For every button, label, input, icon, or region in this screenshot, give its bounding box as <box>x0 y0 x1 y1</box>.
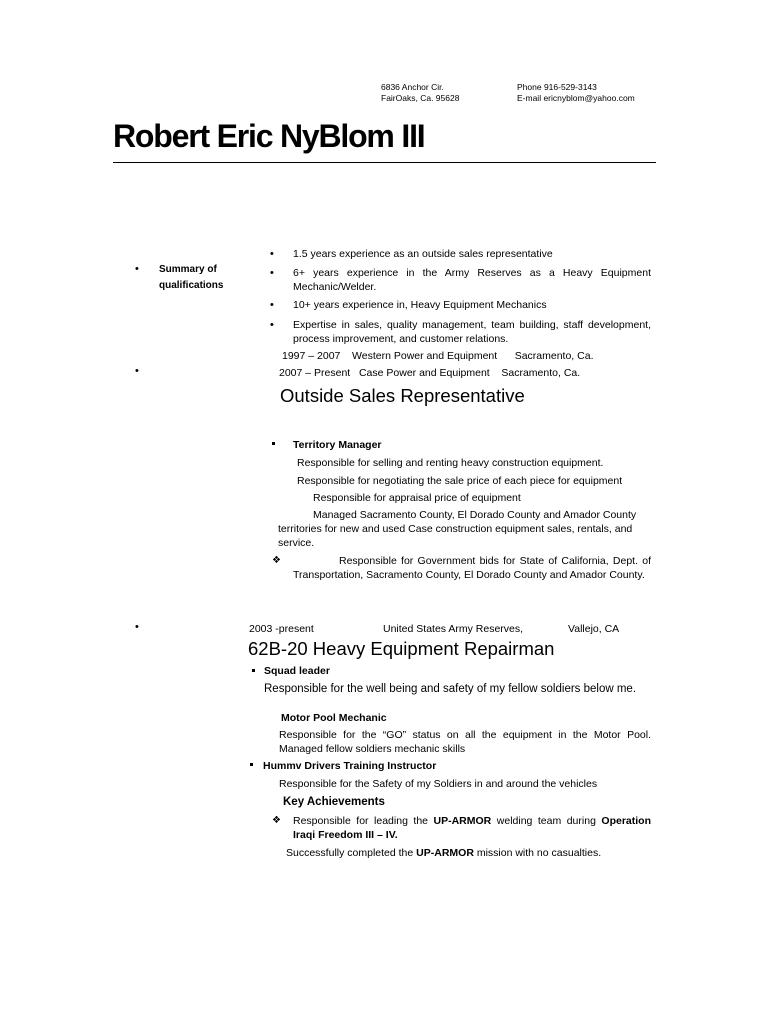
role-description: Responsible for the well being and safety of my fellow soldiers below me. <box>264 683 637 695</box>
achievement-text: Successfully completed the <box>286 847 417 859</box>
resume-name: Robert Eric NyBlom III <box>113 118 425 154</box>
achievement-text: Responsible for leading the <box>293 815 434 827</box>
location-text: Vallejo, CA <box>568 623 620 635</box>
employer-line: 1997 – 2007 Western Power and Equipment Sacramento, Ca. <box>282 350 594 362</box>
summary-item-bullet-icon: • <box>270 299 274 311</box>
role-description: Responsible for the “GO” status on all the equipment in the Motor Pool. <box>279 729 651 741</box>
diamond-bullet-icon: ❖ <box>272 555 281 566</box>
address-line1: 6836 Anchor Cir. <box>381 82 444 92</box>
achievement-bold: Operation Iraqi Freedom III – IV. <box>293 815 652 841</box>
role-description: Responsible for the Safety of my Soldiers in and around the vehicles <box>279 778 598 790</box>
achievement-item <box>293 814 651 842</box>
summary-label-line2: qualifications <box>159 280 224 291</box>
summary-item-bullet-icon: • <box>270 248 274 260</box>
bids-item: Responsible for Government bids for State of California, Dept. of Transportation, Sacramento County, El Dorado County and Amador County. <box>293 555 651 581</box>
diamond-bullet-icon: ❖ <box>272 815 281 826</box>
summary-item-bullet-icon: • <box>270 267 274 279</box>
square-bullet-icon <box>272 442 275 445</box>
achievement-item <box>286 846 601 860</box>
achievement-text: mission with no casualties. <box>473 847 602 859</box>
employer-name: United States Army Reserves, <box>383 623 524 635</box>
summary-item-bullet-icon: • <box>270 319 274 331</box>
employer-line: 2007 – Present Case Power and Equipment Sacramento, Ca. <box>279 367 581 379</box>
job-title: 62B-20 Heavy Equipment Repairman <box>248 638 555 659</box>
phone-text: Phone 916-529-3143 <box>517 82 597 92</box>
header-rule <box>113 162 656 163</box>
square-bullet-icon <box>250 763 253 766</box>
achievement-bold: UP-ARMOR <box>416 847 474 859</box>
address-line2: FairOaks, Ca. 95628 <box>381 93 460 103</box>
role-title: Squad leader <box>264 665 330 677</box>
summary-bullet-icon: • <box>135 263 139 275</box>
summary-item: 6+ years experience in the Army Reserves as a Heavy Equipment Mechanic/Welder. <box>293 267 651 293</box>
role-title: Motor Pool Mechanic <box>281 712 387 724</box>
key-achievements-heading: Key Achievements <box>283 796 385 808</box>
duty-item: Responsible for negotiating the sale price of each piece for equipment <box>297 475 623 487</box>
achievement-text: welding team during <box>491 815 602 827</box>
dates-text: 2003 -present <box>249 623 314 635</box>
duty-item: Responsible for appraisal price of equipment <box>313 492 521 504</box>
section-bullet-icon: • <box>135 365 139 377</box>
duty-item: Managed Sacramento County, El Dorado County and Amador County territories for new and used Case construction equipment sales, rentals, and service. <box>278 509 637 549</box>
role-description: Managed fellow soldiers mechanic skills <box>279 743 466 755</box>
job-title: Outside Sales Representative <box>280 385 525 406</box>
summary-item: Expertise in sales, quality management, team building, staff development, process improvement, and customer relations. <box>293 319 651 345</box>
summary-item: 10+ years experience in, Heavy Equipment Mechanics <box>293 299 547 311</box>
summary-label-line1: Summary of <box>159 264 217 275</box>
duty-item: Responsible for selling and renting heavy construction equipment. <box>297 457 604 469</box>
role-title: Territory Manager <box>293 439 382 451</box>
square-bullet-icon <box>252 669 255 672</box>
role-title: Hummv Drivers Training Instructor <box>263 760 437 772</box>
section-bullet-icon: • <box>135 621 139 633</box>
summary-item: 1.5 years experience as an outside sales representative <box>293 248 553 260</box>
email-text: E-mail ericnyblom@yahoo.com <box>517 93 635 103</box>
achievement-bold: UP-ARMOR <box>433 815 492 827</box>
